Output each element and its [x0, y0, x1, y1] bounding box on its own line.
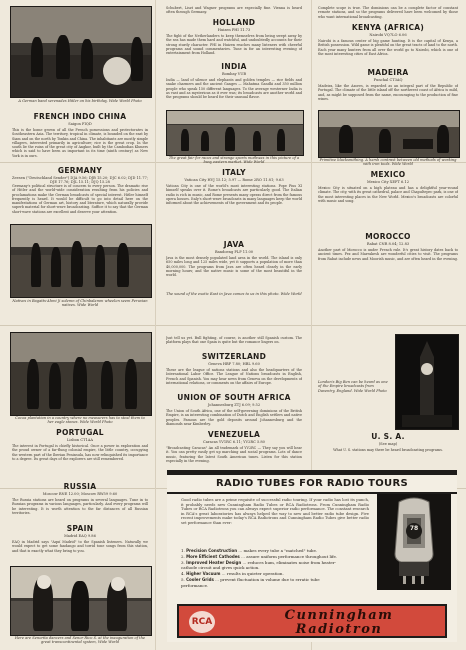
- photo-caption: The sound of the exotic East in Java comes to us in this photo. Wide World: [166, 292, 302, 296]
- photo-caption: Cocoa plantation in a country where no measurers has to steal them to her eagle stones. Wide World Photo: [15, 416, 145, 425]
- photo-caption: Natives in Bagatts-Ahmi Ji solemn of Chinbalamm wheelen seem Peruvian natives. Wide World: [12, 299, 148, 308]
- fold-line: [0, 325, 466, 326]
- station-list: Madrid EAQ 9.86: [64, 534, 96, 538]
- photo-caption: Primitive blacksmithing. A harsh contrast between old methods of working with iron tools. Wide World: [319, 158, 457, 167]
- tube-photo: [377, 494, 451, 590]
- section-body: "Broadcasting Caracas" An all trademark of YV2RC — They say you will hear it. You can pretty easily get up marching and social programs. Lots of dance music, featuring the latest South American tunes. Listen for this station especially in the evening.: [166, 446, 302, 463]
- section-heading: JAVA: [223, 240, 245, 249]
- section-heading: RUSSIA: [63, 482, 97, 491]
- brand-banner: [177, 604, 447, 638]
- station-list: Bombay VUB: [221, 72, 247, 76]
- top-rule: [167, 470, 457, 475]
- section-body: Nairobi is a famous center of big game hunting. It is the capital of Kenya, a British possession. Wild game is plentiful on the great tracts of land to the north. Each year many hunters from all over the world go to Nairobi, which is one of the most interesting cities of East Africa.: [318, 39, 458, 56]
- section-body: EAQ in Madrid says "Aquí Madrid" to the Spanish listeners. Naturally we would expect to get some fandango and torrid tone songs from this station, and that is exactly what they bring to you.: [12, 540, 148, 553]
- improvement-item: 2. More Efficient Cathodes ... assure uniform performance throughout life.: [181, 553, 338, 559]
- radio-tube-icon: [377, 494, 451, 590]
- section-body: Java is the most densely populated land area in the world. The island is only 650 miles long and 125 miles wide, yet it supports a population of more than 40,000,000. The programs from Java are often heard clearly in the early morning hours; and the native music is some of the most beautiful in the world.: [166, 256, 302, 278]
- station-list: Mexico City XEFT 6.12: [366, 180, 410, 184]
- photo-caption: A German band serenades Hitler on his birthday. Wide World Photo: [18, 99, 142, 103]
- station-list: Saigon FIQD: [68, 122, 92, 126]
- section-heading: UNION OF SOUTH AFRICA: [177, 393, 291, 402]
- station-list: Geneva HBP 7.80; HBL 9.60: [208, 362, 260, 366]
- section-body: This is the home grown of all the French possessions and protectorates in Southeastern Asia. The territory, tropical in climate, is bounded on the east by Siam and on the north by Tonkin and China. The inhabitants are mostly simple villagers, interested primarily in agriculture; rice is the great crop. In the south lie the ruins of the great city of Angkor, built by the Cambodian Khmers which is said to have been as important in its time (ninth century) as New York is in ours.: [12, 128, 148, 158]
- station-list: Vatican City HVJ 15.12; 5.97 — Rome 2RO 11.81; 9.63: [184, 178, 284, 182]
- section-heading: SPAIN: [66, 524, 94, 533]
- section-heading: VENEZUELA: [207, 430, 261, 439]
- section-body: These are the league of nations stations and also the headquarters of the International Labor Office. The League of Nations broadcasts in English, French and Spanish. You may hear news from Geneva on the developments of international relations, or comments on the affairs of Europe.: [166, 368, 302, 385]
- station-list: Zeesen ("Deutschland Sender") DJA 9.56; DJB 15.20; DJC 6.02; DJD 11.77; DJE 17.76; DJL 15.11; DJQ 15.28: [11, 176, 149, 184]
- brand-cunningham: Cunningham: [284, 608, 394, 623]
- section-body: Schubert, Liszt and Wagner programs are especially fine. Vienna is heard often through Germany.: [166, 6, 302, 15]
- section-body: The fight of the Netherlanders to keep themselves from being swept away by the sea has made them hard and watchful, and undoubtedly accounts for their strong sturdy character. PHI in Huizen reaches many listeners with cheerful programs and sound commentaries. Tune in for an interesting evening of entertainment from Holland.: [166, 34, 302, 56]
- station-list: Huizen PHI 11.73: [217, 28, 251, 32]
- section-body: India — land of silence and elephants and golden temples — rice fields and snake charmers and the ancient Ganges — Mahatma Gandhi and 350 million people who speak 150 different languages. To the average westerner India is as vast and as mysterious as it ever was; its broadcasts are another world and the programs should be heard for their unusual flavor.: [166, 78, 302, 100]
- photo-big-ben: [395, 334, 459, 430]
- section-body: Vatican City is one of the world's most interesting stations. Pope Pius XI himself speaks over it. Rome's broadcasts are particularly good. The Italian radio is rich in music, and Rome presents many operas direct from the famous opera houses. Italy's short-wave broadcasts in many languages keep the world informed about the achievements of the government and its people.: [166, 184, 302, 206]
- section-heading: KENYA (AFRICA): [351, 23, 425, 32]
- rca-advertisement: [167, 470, 457, 642]
- improvement-item: 1. Precision Construction ... makes every tube a "matched" tube.: [181, 548, 318, 553]
- section-heading: MADEIRA: [367, 68, 409, 77]
- brand-radiotron: Radiotron: [295, 622, 383, 637]
- station-list: Johannesburg ZTJ 6.09; 9.52: [207, 403, 261, 407]
- improvement-item: 4. Higher Vacuum ... results in quieter operation.: [181, 571, 284, 577]
- section-body: Germany's political structure is of concern to every person. The dramatic rise of Hitler and the world-wide consideration resulting from his policies and proclamations make the German broadcasts of special interest. Hitler himself frequently is heard. It would be difficult to go into detail here on the manifestations of German art, history and literature, which naturally provide superb material for short-wave broadcasting. Suffice it to say that the German short-wave stations are excellent and deserve your attention.: [12, 184, 148, 214]
- station-list: Rabat CNR 8.04; 12.83: [366, 242, 410, 246]
- ad-intro: Good radio tubes are a prime requisite of successful radio touring. If your radio has lost its punch, it probably needs new Cunningham Radio Tubes or RCA Radiotrons. From Cunningham Radio Tubes or RCA Radiotrons you can always expect superior radio performance. The constant research in RCA's great laboratories has always helped the way to new and better radio tube design. Five recent improvements make today's RCA Radiotrons and Cunningham Radio Tubes give better radio set performance than ever:: [181, 498, 369, 525]
- improvement-item: 5. Cooler Grids ... prevent fluctuation in volume due to erratic tube performance.: [181, 576, 320, 588]
- section-heading: INDIA: [221, 62, 247, 71]
- rca-logo: RCA: [189, 611, 215, 633]
- section-heading: MEXICO: [370, 170, 406, 179]
- section-body: The Union of South Africa, one of the self-governing dominions of the British Empire, is an interesting combination of Dutch and English settlers and native peoples. Famous are the gold deposits around Johannesburg and the diamonds near Kimberley.: [166, 409, 302, 426]
- section-heading: FRENCH INDO CHINA: [33, 112, 127, 121]
- station-list: Funchal CT3AQ: [373, 78, 403, 82]
- section-heading: MOROCCO: [365, 232, 411, 241]
- photo-eastern-market: [166, 110, 304, 156]
- section-body: Complete scope is true. The dominions can be a complete factor of constant remote stations, and so the programs delivered have been welcomed by those who want international broadcasting.: [318, 6, 458, 19]
- photo-caption: Here are Senorita dancers and Senor Rico S. at the inauguration of the great transcontinental system, Wide World: [14, 636, 146, 645]
- section-body: Madeira, like the Azores, is regarded as an integral part of the Republic of Portugal. The climate of the little island off the northwest coast of Africa is mild, and, as might be supposed from the name, encouraging to the production of fine wines.: [318, 84, 458, 101]
- tube-label: 78: [409, 525, 419, 532]
- photo-caption: London's Big Ben can be heard as one of the Empire broadcasts from Daventry, England. Wide World Photo: [318, 380, 388, 393]
- section-body: The interest in Portugal is chiefly historical. Once a power in exploration and the proud owner of a far-flung colonial empire, the little country, occupying the western part of the Iberian Peninsula, has now relinquished its importance to a degree. Its great days of the explorers are still remembered.: [12, 444, 148, 461]
- ad-title: RADIO TUBES FOR RADIO TOURS: [216, 478, 408, 489]
- section-heading: ITALY: [222, 168, 246, 177]
- section-heading: SWITZERLAND: [201, 352, 267, 361]
- station-list: Bandoeng PLP 11.00: [214, 250, 254, 254]
- section-heading: U. S. A.: [371, 432, 405, 441]
- section-body: What U. S. stations may there be heard broadcasting programs.: [333, 448, 443, 452]
- photo-peruvian-natives: [10, 224, 152, 298]
- improvement-item: 3. Improved Heater Design ... reduces hum, eliminates noise from heater-cathode circuit and gives quick action.: [181, 559, 337, 571]
- station-list: Moscow RNE 12.00; Moscow RW59 9.60: [42, 492, 118, 496]
- section-body: Mexico City is situated on a high plateau and has a delightful year-round climate. The city, with its great cathedral, palace and Chapultepec park, is one of the most interesting places in the New World. Mexico's broadcasts are colorful with music and song.: [318, 186, 458, 203]
- photo-caption: The great fair for races and strange sports mothwax in this picture of a busy eastern market. Wide World: [168, 156, 300, 165]
- station-list: Caracas YV1RC 6.11; YV2RC 5.80: [203, 440, 265, 444]
- improvement-list: [181, 548, 339, 589]
- section-heading: GERMANY: [57, 166, 103, 175]
- section-body: Another part of Morocco is under French rule. It's great history dates back to ancient times. Fez and Marrakesh are wonderful cities to visit. The programs from Rabat include news and Moorish music, and are often heard in the evening.: [318, 248, 458, 261]
- photo-blacksmithing: [318, 110, 460, 158]
- section-heading: PORTUGAL: [56, 428, 104, 437]
- photo-senorita-dancers: [10, 566, 152, 636]
- station-list: (See map): [378, 442, 398, 446]
- photo-german-band: [10, 6, 152, 98]
- section-body: The Russia stations are heard on programs in several languages. Tune in to Russian programs in various languages, particularly. And every programs will be interesting. It is worth attention to the far distances of all Russian territories.: [12, 498, 148, 515]
- station-list: Nairobi VQ7LO 6.06: [369, 33, 407, 37]
- fold-line: [155, 0, 156, 650]
- section-body: Just tell us yet. Bull fighting, of course, is another still Spanish custom. The platform plays that one Spain is quite but the romance lingers on.: [166, 336, 302, 345]
- section-heading: HOLLAND: [212, 18, 256, 27]
- station-list: Lisbon CT1AA: [67, 438, 93, 442]
- photo-cocoa-plantation: [10, 332, 152, 416]
